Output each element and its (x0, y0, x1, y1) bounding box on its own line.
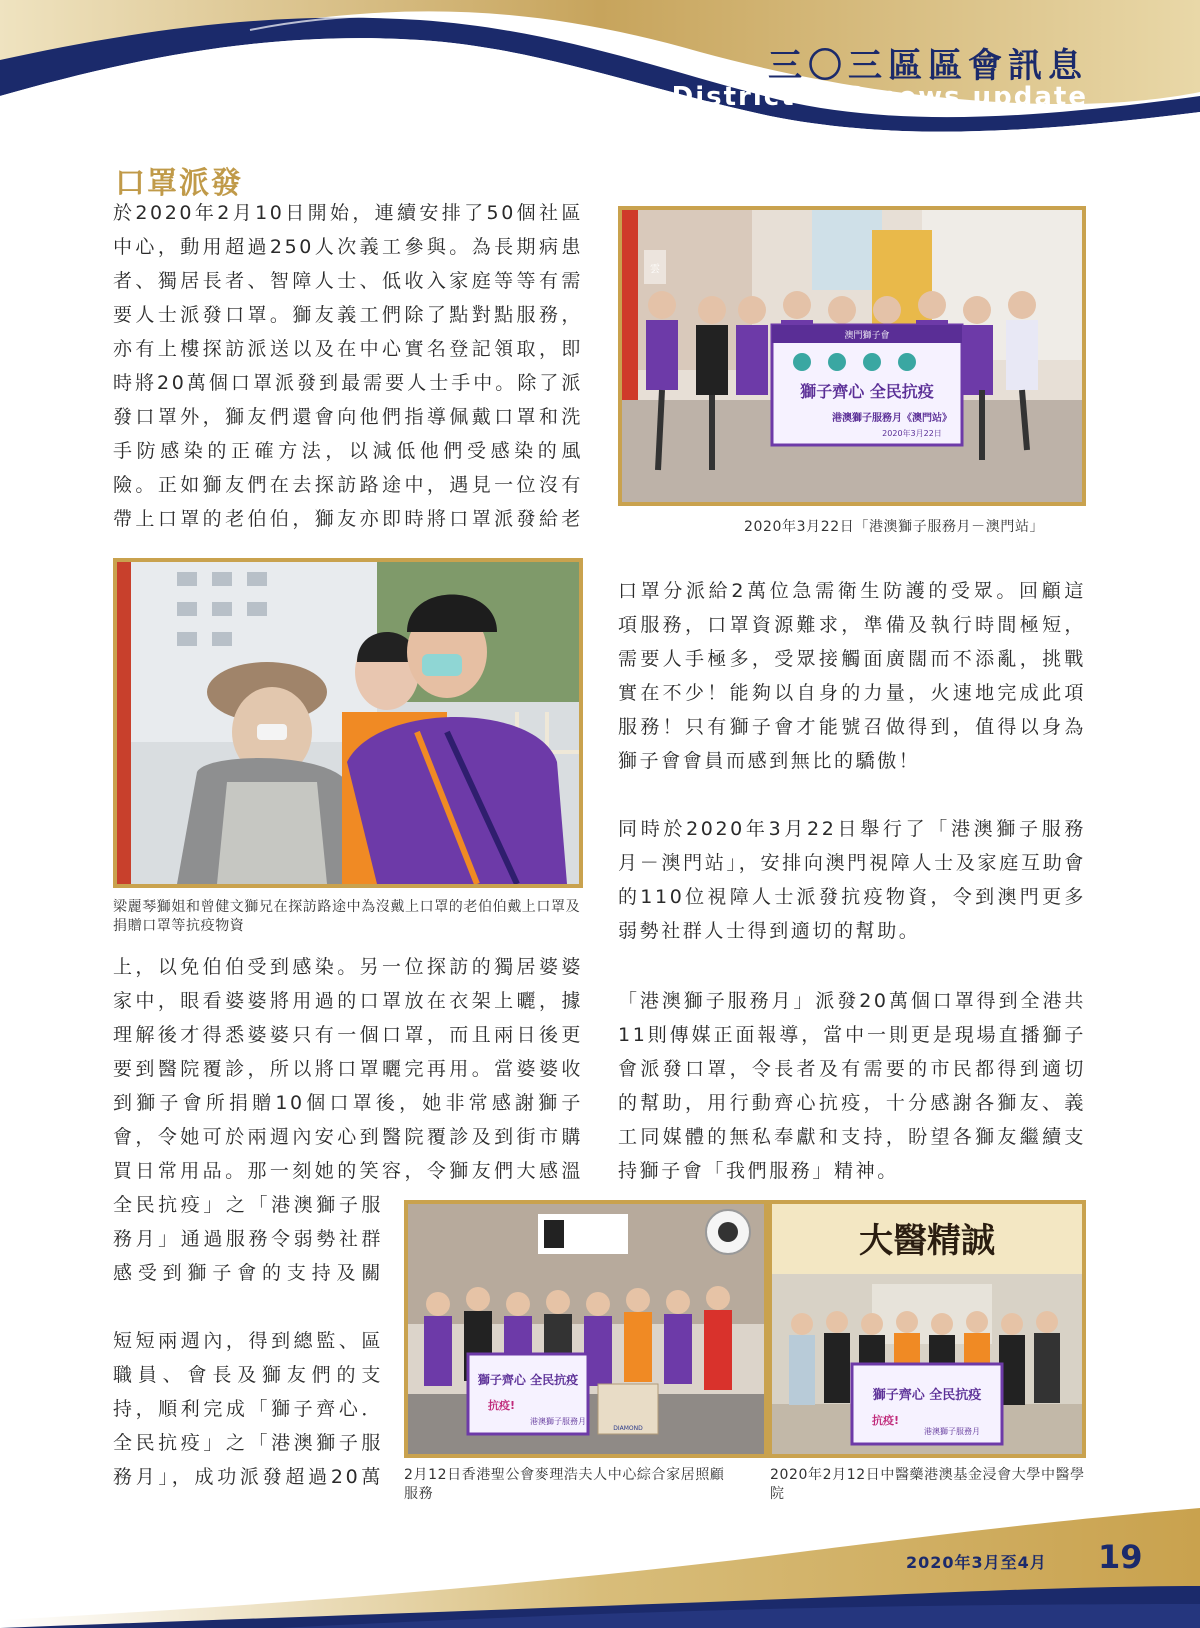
paragraph-6: 「港澳獅子服務月」派發20萬個口罩得到全港共11則傳媒正面報導，當中一則更是現場直播獅子會派發口罩，令長者及有需要的市民都得到適切的幫助，用行動齊心抗疫，十分感謝各獅友、義工同媒體的無私奉獻和支持，盼望各獅友繼續支持獅子會「我們服務」精神。 (618, 990, 1086, 1182)
university-plaque: 大醫精誠 (859, 1221, 995, 1261)
photo-centre (404, 1200, 768, 1458)
university-banner-sub: 港澳獅子服務月 (924, 1427, 980, 1436)
section-title: 口罩派發 (115, 166, 243, 201)
centre-banner-stamp: 抗疫! (488, 1399, 516, 1412)
caption-centre: 2月12日香港聖公會麥理浩夫人中心綜合家居照顧服務 (404, 1467, 725, 1502)
header-title-zh: 三〇三區區會訊息 (768, 46, 1088, 86)
centre-banner-sub: 港澳獅子服務月 (530, 1417, 586, 1426)
footer-date: 2020年3月至4月 (906, 1553, 1047, 1572)
macau-sign: 雲 (650, 264, 660, 275)
macau-banner-sub: 港澳獅子服務月《澳門站》 (832, 413, 952, 424)
paragraph-5: 同時於2020年3月22日舉行了「港澳獅子服務月－澳門站」，安排向澳門視障人士及家庭互助會的110位視障人士派發抗疫物資，令到澳門更多弱勢社群人士得到適切的幫助。 (618, 818, 1086, 942)
paragraph-2b: 全民抗疫」之「港澳獅子服務月」通過服務令弱勢社群感受到獅子會的支持及關 (113, 1194, 383, 1284)
page-number: 19 (1098, 1538, 1143, 1576)
university-banner-main: 獅子齊心 全民抗疫 (872, 1388, 982, 1403)
macau-group-illustration (622, 210, 1082, 502)
paragraph-1: 於2020年2月10日開始，連續安排了50個社區中心，動用超過250人次義工參與。為長期病患者、獨居長者、智障人士、低收入家庭等等有需要人士派發口罩。獅友義工們除了點對點服務，亦有上樓探訪派送以及在中心實名登記領取，即時將20萬個口罩派發到最需要人士手中。除了派發口罩外，獅友們還會向他們指導佩戴口罩和洗手防感染的正確方法，以減低他們受感染的風險。正如獅友們在去探訪路途中，遇見一位沒有帶上口罩的老伯伯，獅友亦即時將口罩派發給老 (113, 202, 583, 530)
caption-macau: 2020年3月22日「港澳獅子服務月－澳門站」 (744, 519, 1045, 535)
macau-banner-date: 2020年3月22日 (882, 429, 942, 438)
macau-banner-top: 澳門獅子會 (844, 331, 890, 341)
photo-university (768, 1200, 1086, 1458)
elder-illustration (117, 562, 579, 884)
photo-elder (113, 558, 583, 888)
macau-banner-main: 獅子齊心 全民抗疫 (800, 382, 934, 401)
header-title-en: District 303 news update (671, 82, 1088, 112)
paragraph-3: 短短兩週內，得到總監、區職員、會長及獅友們的支持，順利完成「獅子齊心．全民抗疫」之「港澳獅子服務月」，成功派發超過20萬 (113, 1330, 383, 1488)
photo-macau (618, 206, 1086, 506)
caption-elder: 梁麗琴獅姐和曾健文獅兄在探訪路途中為沒戴上口罩的老伯伯戴上口罩及捐贈口罩等抗疫物資 (113, 899, 581, 934)
paragraph-2: 上，以免伯伯受到感染。另一位探訪的獨居婆婆家中，眼看婆婆將用過的口罩放在衣架上曬，據理解後才得悉婆婆只有一個口罩，而且兩日後更要到醫院覆診，所以將口罩曬完再用。當婆婆收到獅子會所捐贈10個口罩後，她非常感謝獅子會，令她可於兩週內安心到醫院覆診及到街市購買日常用品。那一刻她的笑容，令獅友們大感溫 (113, 956, 583, 1182)
centre-box-label: DIAMOND (613, 1425, 643, 1432)
centre-banner-main: 獅子齊心 全民抗疫 (477, 1373, 579, 1387)
university-banner-stamp: 抗疫! (872, 1414, 900, 1427)
centre-group-illustration (408, 1204, 764, 1454)
caption-university: 2020年2月12日中醫藥港澳基金浸會大學中醫學院 (770, 1467, 1085, 1502)
paragraph-4: 口罩分派給2萬位急需衛生防護的受眾。回顧這項服務，口罩資源難求，準備及執行時間極短，需要人手極多，受眾接觸面廣闊而不添亂，挑戰實在不少！能夠以自身的力量，火速地完成此項服務！只有獅子會才能號召做得到，值得以身為獅子會會員而感到無比的驕傲！ (618, 580, 1086, 772)
university-group-illustration (772, 1204, 1082, 1454)
